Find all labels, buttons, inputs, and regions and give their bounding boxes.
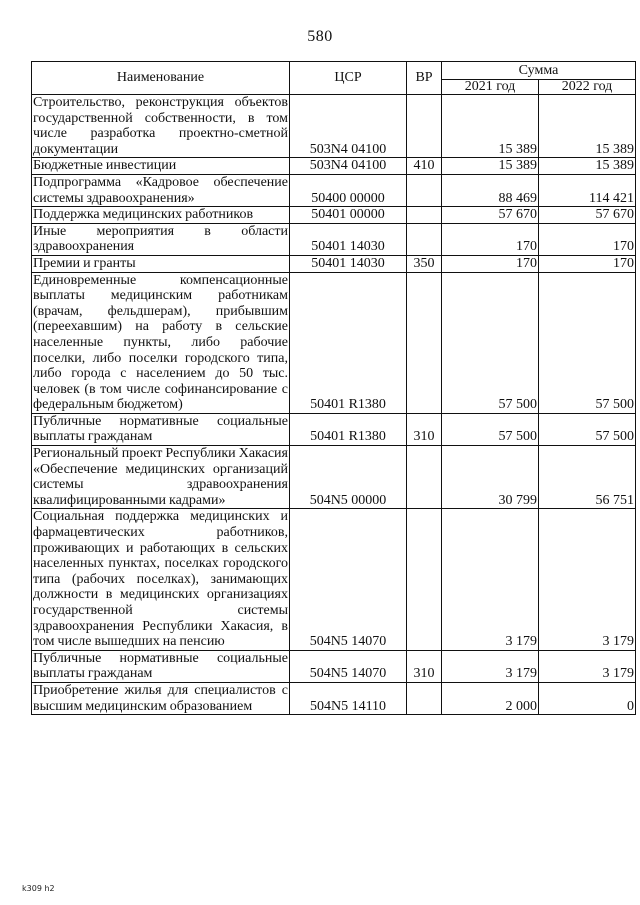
row-vr xyxy=(407,95,442,158)
table-row xyxy=(32,682,636,714)
row-csr: 504N5 00000 xyxy=(290,446,407,509)
table-row xyxy=(32,446,636,509)
row-vr: 350 xyxy=(407,255,442,272)
row-sum-2022: 57 500 xyxy=(539,413,636,445)
table-row xyxy=(32,650,636,682)
row-sum-2022: 3 179 xyxy=(539,509,636,650)
table-row xyxy=(32,158,636,175)
row-sum-2021: 57 500 xyxy=(442,413,539,445)
row-vr xyxy=(407,446,442,509)
row-csr: 504N5 14070 xyxy=(290,650,407,682)
row-vr xyxy=(407,174,442,206)
row-name: Бюджетные инвестиции xyxy=(32,158,290,175)
row-name: Региональный проект Республики Хакасия «Обеспечение медицинских организаций системы здравоохранения квалифицированными кадрами» xyxy=(33,446,288,508)
row-vr xyxy=(407,223,442,255)
row-name: Иные мероприятия в области здравоохранения xyxy=(33,223,288,255)
row-csr: 50401 14030 xyxy=(290,255,407,272)
row-sum-2021: 15 389 xyxy=(442,158,539,175)
row-sum-2022: 15 389 xyxy=(539,158,636,175)
table-row xyxy=(32,223,636,255)
row-sum-2022: 57 500 xyxy=(539,272,636,413)
row-sum-2021: 15 389 xyxy=(442,95,539,158)
row-name: Приобретение жилья для специалистов с высшим медицинским образованием xyxy=(33,682,288,714)
row-sum-2021: 3 179 xyxy=(442,509,539,650)
row-sum-2022: 57 670 xyxy=(539,207,636,224)
row-sum-2021: 170 xyxy=(442,255,539,272)
row-name: Строительство, реконструкция объектов государственной собственности, в том числе разработка проектно-сметной документации xyxy=(33,95,288,157)
table-row xyxy=(32,509,636,650)
table-header xyxy=(32,62,636,95)
header-csr: ЦСР xyxy=(290,62,407,95)
table-body xyxy=(32,95,636,715)
budget-table xyxy=(31,61,636,715)
row-sum-2022: 3 179 xyxy=(539,650,636,682)
table-row xyxy=(32,255,636,272)
header-year-2022: 2022 год xyxy=(539,80,636,95)
row-sum-2022: 114 421 xyxy=(539,174,636,206)
row-vr xyxy=(407,207,442,224)
row-vr xyxy=(407,509,442,650)
row-sum-2022: 170 xyxy=(539,223,636,255)
row-csr: 50400 00000 xyxy=(290,174,407,206)
row-name: Подпрограмма «Кадровое обеспечение системы здравоохранения» xyxy=(33,174,288,206)
page-number: 580 xyxy=(307,28,333,45)
table-row xyxy=(32,174,636,206)
row-sum-2021: 57 670 xyxy=(442,207,539,224)
budget-table-container xyxy=(31,61,636,715)
row-sum-2022: 15 389 xyxy=(539,95,636,158)
row-name: Премии и гранты xyxy=(32,255,290,272)
row-name: Публичные нормативные социальные выплаты гражданам xyxy=(33,413,288,445)
row-vr: 410 xyxy=(407,158,442,175)
row-vr: 310 xyxy=(407,650,442,682)
row-sum-2021: 170 xyxy=(442,223,539,255)
footer-code: k309 h2 xyxy=(22,884,55,893)
row-vr xyxy=(407,682,442,714)
row-sum-2022: 170 xyxy=(539,255,636,272)
row-csr: 50401 00000 xyxy=(290,207,407,224)
header-vr: ВР xyxy=(407,62,442,95)
row-vr: 310 xyxy=(407,413,442,445)
row-name: Поддержка медицинских работников xyxy=(32,207,290,224)
header-sum: Сумма xyxy=(442,62,636,80)
row-csr: 504N5 14110 xyxy=(290,682,407,714)
table-row xyxy=(32,207,636,224)
header-name: Наименование xyxy=(32,62,290,95)
row-csr: 50401 14030 xyxy=(290,223,407,255)
row-csr: 503N4 04100 xyxy=(290,95,407,158)
table-row xyxy=(32,95,636,158)
row-csr: 503N4 04100 xyxy=(290,158,407,175)
row-sum-2021: 88 469 xyxy=(442,174,539,206)
row-name: Социальная поддержка медицинских и фармацевтических работников, проживающих и работающих в сельских населенных пунктах, поселках городского типа (рабочих поселках), занимающих должности в медицинских организациях государственной системы здравоохранения Республики Хакасия, в том числе вышедших на пенсию xyxy=(33,509,288,650)
table-row xyxy=(32,272,636,413)
row-name: Публичные нормативные социальные выплаты гражданам xyxy=(33,650,288,682)
row-name: Единовременные компенсационные выплаты медицинским работникам (врачам, фельдшерам), прибывшим (переехавшим) на работу в сельские населенные пункты, либо рабочие поселки, либо поселки городского типа, либо города с населением до 50 тыс. человек (в том числе софинансирование с федеральным бюджетом) xyxy=(33,272,288,413)
table-row xyxy=(32,413,636,445)
row-sum-2021: 2 000 xyxy=(442,682,539,714)
row-sum-2022: 56 751 xyxy=(539,446,636,509)
row-sum-2021: 57 500 xyxy=(442,272,539,413)
row-csr: 50401 R1380 xyxy=(290,413,407,445)
row-sum-2021: 3 179 xyxy=(442,650,539,682)
row-sum-2021: 30 799 xyxy=(442,446,539,509)
row-csr: 50401 R1380 xyxy=(290,272,407,413)
row-sum-2022: 0 xyxy=(539,682,636,714)
row-csr: 504N5 14070 xyxy=(290,509,407,650)
header-year-2021: 2021 год xyxy=(442,80,539,95)
row-vr xyxy=(407,272,442,413)
